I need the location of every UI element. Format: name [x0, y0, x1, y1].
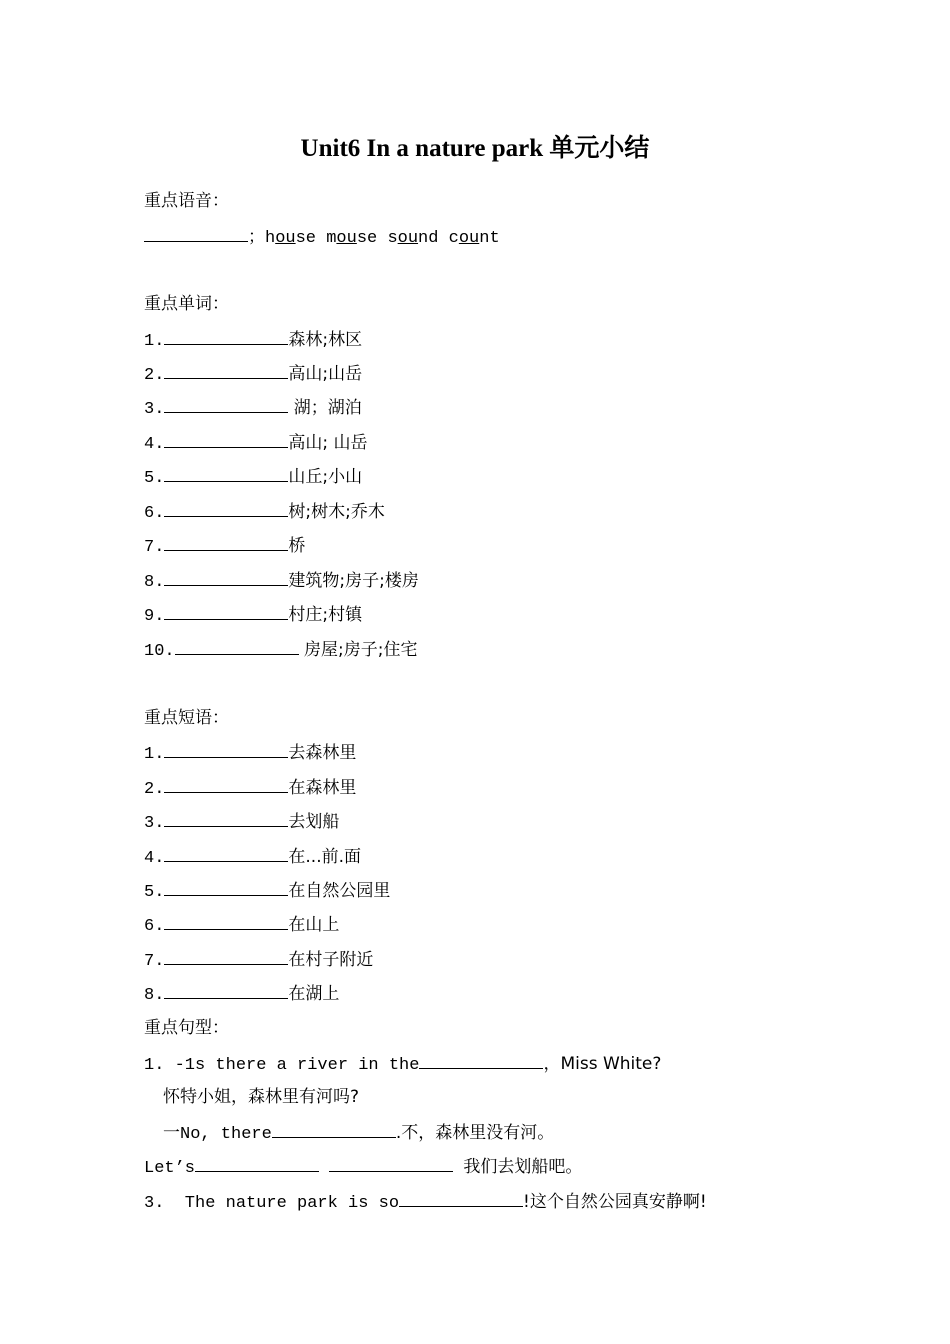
answer-blank[interactable]: [164, 326, 288, 345]
phrase-item: 4. 在...前.面: [144, 843, 361, 869]
vocab-item: 6. 树;树木;乔木: [144, 498, 385, 524]
vocab-item: 2. 高山;山岳: [144, 360, 362, 386]
answer-blank[interactable]: [272, 1119, 396, 1138]
answer-blank[interactable]: [419, 1050, 543, 1069]
phrase-item: 6. 在山上: [144, 911, 339, 937]
answer-blank[interactable]: [164, 808, 288, 827]
answer-blank[interactable]: [175, 636, 299, 655]
answer-blank[interactable]: [164, 498, 288, 517]
phonics-separator: ；: [248, 227, 265, 247]
answer-blank[interactable]: [164, 394, 288, 413]
vocab-item: 3. 湖；湖泊: [144, 394, 362, 420]
vocab-item: 9. 村庄;村镇: [144, 601, 362, 627]
phrases-heading: 重点短语：: [144, 708, 229, 728]
sentence-1-question: 1. -1s there a river in the ，Miss White?: [144, 1050, 661, 1076]
phrase-item: 1. 去森林里: [144, 739, 356, 765]
answer-blank[interactable]: [164, 877, 288, 896]
sentence-2: Let’s 我们去划船吧。: [144, 1153, 582, 1179]
answer-blank[interactable]: [144, 223, 248, 242]
sentence-1-question-cn: 怀特小姐，森林里有河吗?: [163, 1087, 360, 1107]
answer-blank[interactable]: [164, 739, 288, 758]
vocab-item: 10. 房屋;房子;住宅: [144, 636, 417, 662]
answer-blank[interactable]: [164, 946, 288, 965]
vocab-item: 4. 高山; 山岳: [144, 429, 368, 455]
phonics-line: [144, 223, 500, 249]
answer-blank[interactable]: [164, 774, 288, 793]
answer-blank[interactable]: [164, 911, 288, 930]
phrase-item: 5. 在自然公园里: [144, 877, 390, 903]
answer-blank[interactable]: [164, 463, 288, 482]
phonics-heading: 重点语音：: [144, 191, 229, 211]
phrase-item: 2. 在森林里: [144, 774, 356, 800]
sentence-1-answer: 一No, there .不，森林里没有河。: [163, 1119, 554, 1145]
phonics-word: mouse: [326, 229, 378, 248]
phonics-word: count: [448, 229, 500, 248]
answer-blank[interactable]: [329, 1153, 453, 1172]
phrase-item: 3. 去划船: [144, 808, 339, 834]
phrase-item: 8. 在湖上: [144, 980, 339, 1006]
phonics-word: sound: [387, 229, 439, 248]
answer-blank[interactable]: [164, 601, 288, 620]
answer-blank[interactable]: [164, 843, 288, 862]
page-title: Unit6 In a nature park 单元小结: [300, 135, 650, 162]
answer-blank[interactable]: [399, 1188, 523, 1207]
answer-blank[interactable]: [164, 980, 288, 999]
answer-blank[interactable]: [164, 360, 288, 379]
answer-blank[interactable]: [164, 567, 288, 586]
phrase-item: 7. 在村子附近: [144, 946, 373, 972]
answer-blank[interactable]: [164, 532, 288, 551]
answer-blank[interactable]: [195, 1153, 319, 1172]
vocab-item: 7. 桥: [144, 532, 305, 558]
answer-blank[interactable]: [164, 429, 288, 448]
sentences-heading: 重点句型：: [144, 1018, 229, 1038]
vocab-item: 5. 山丘;小山: [144, 463, 362, 489]
vocab-heading: 重点单词：: [144, 294, 229, 314]
vocab-item: 1. 森林;林区: [144, 326, 362, 352]
phonics-word: house: [265, 229, 317, 248]
vocab-item: 8. 建筑物;房子;楼房: [144, 567, 419, 593]
sentence-3: 3. The nature park is so !这个自然公园真安静啊!: [144, 1188, 707, 1214]
